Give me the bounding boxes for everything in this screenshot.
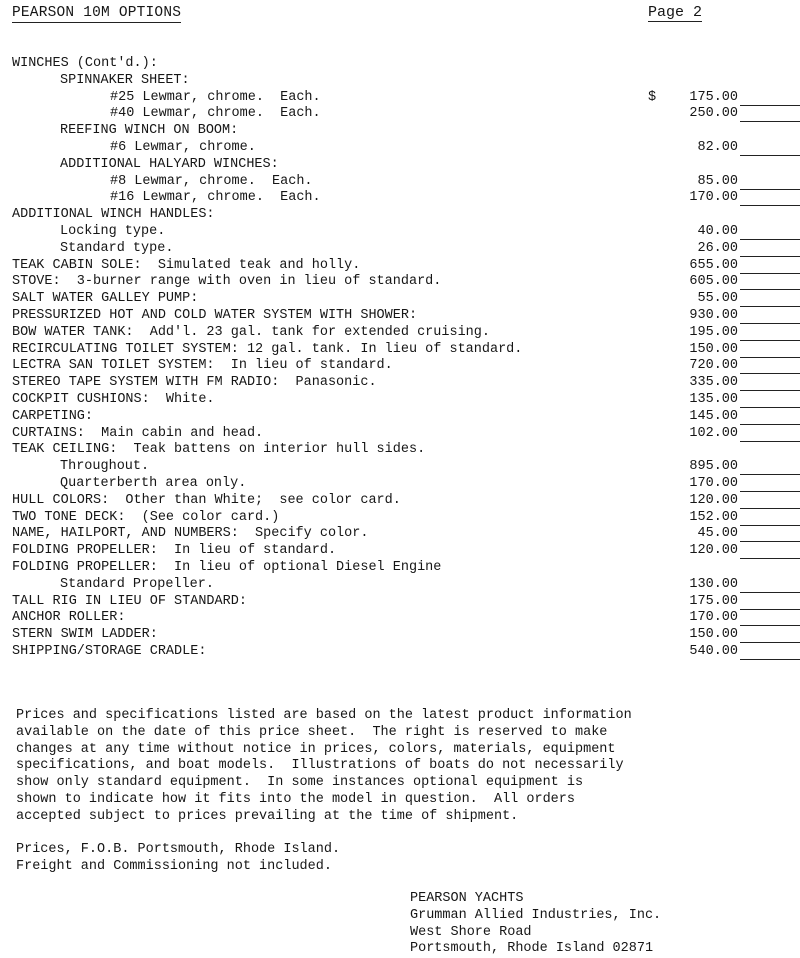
option-label: Standard Propeller.: [60, 576, 214, 592]
option-label: ADDITIONAL HALYARD WINCHES:: [60, 156, 279, 172]
option-row: [0, 90, 800, 107]
option-price: 170.00: [689, 610, 738, 626]
option-label: ANCHOR ROLLER:: [12, 610, 126, 626]
option-label: CARPETING:: [12, 408, 94, 424]
option-row: [0, 627, 800, 644]
option-row: [0, 442, 800, 459]
notice-line: shown to indicate how it fits into the model in question. All orders: [16, 791, 575, 807]
option-row: [0, 174, 800, 191]
option-label: FOLDING PROPELLER: In lieu of standard.: [12, 543, 337, 559]
page-number: Page 2: [648, 4, 703, 21]
option-label: SALT WATER GALLEY PUMP:: [12, 291, 199, 307]
option-price: 170.00: [689, 475, 738, 491]
option-price: 175.00: [689, 89, 738, 105]
option-label: Locking type.: [60, 223, 166, 239]
option-price: 170.00: [689, 190, 738, 206]
options-list: [0, 56, 800, 661]
notice-line: specifications, and boat models. Illustrations of boats do not necessarily: [16, 758, 624, 774]
option-label: #8 Lewmar, chrome. Each.: [110, 173, 313, 189]
option-price: 55.00: [697, 291, 738, 307]
address-line: Grumman Allied Industries, Inc.: [410, 907, 662, 923]
option-row: [0, 392, 800, 409]
option-label: TWO TONE DECK: (See color card.): [12, 509, 280, 525]
option-row: [0, 291, 800, 308]
option-label: Throughout.: [60, 459, 150, 475]
address-line: West Shore Road: [410, 924, 532, 940]
fob-line: Freight and Commissioning not included.: [16, 858, 332, 874]
option-row: [0, 73, 800, 90]
option-label: #25 Lewmar, chrome. Each.: [110, 89, 321, 105]
option-row: [0, 543, 800, 560]
option-row: [0, 560, 800, 577]
option-price: 120.00: [689, 492, 738, 508]
option-label: PRESSURIZED HOT AND COLD WATER SYSTEM WITH SHOWER:: [12, 307, 418, 323]
option-label: SHIPPING/STORAGE CRADLE:: [12, 643, 207, 659]
option-row: [0, 241, 800, 258]
option-label: RECIRCULATING TOILET SYSTEM: 12 gal. tank. In lieu of standard.: [12, 341, 523, 357]
option-price: 655.00: [689, 257, 738, 273]
option-row: [0, 594, 800, 611]
option-label: SPINNAKER SHEET:: [60, 72, 190, 88]
option-price: 82.00: [697, 139, 738, 155]
option-row: [0, 224, 800, 241]
option-price: 152.00: [689, 509, 738, 525]
option-price: 895.00: [689, 459, 738, 475]
option-label: #6 Lewmar, chrome.: [110, 139, 256, 155]
option-label: TEAK CABIN SOLE: Simulated teak and holly.: [12, 257, 361, 273]
option-row: [0, 610, 800, 627]
option-price: 102.00: [689, 425, 738, 441]
option-label: BOW WATER TANK: Add'l. 23 gal. tank for extended cruising.: [12, 324, 490, 340]
option-row: [0, 526, 800, 543]
option-price: 40.00: [697, 223, 738, 239]
option-label: WINCHES (Cont'd.):: [12, 56, 158, 71]
option-price: 150.00: [689, 341, 738, 357]
quantity-blank-line: [740, 659, 800, 660]
option-label: LECTRA SAN TOILET SYSTEM: In lieu of standard.: [12, 358, 393, 374]
option-label: CURTAINS: Main cabin and head.: [12, 425, 264, 441]
option-price: 605.00: [689, 274, 738, 290]
fob-note: [16, 842, 340, 876]
notice-line: show only standard equipment. In some instances optional equipment is: [16, 775, 584, 791]
option-price: 930.00: [689, 307, 738, 323]
option-row: [0, 274, 800, 291]
notice-line: changes at any time without notice in prices, colors, materials, equipment: [16, 741, 616, 757]
option-row: [0, 56, 800, 73]
option-row: [0, 358, 800, 375]
option-row: [0, 476, 800, 493]
option-row: [0, 106, 800, 123]
option-price: 195.00: [689, 324, 738, 340]
option-row: [0, 308, 800, 325]
option-row: [0, 157, 800, 174]
option-row: [0, 644, 800, 661]
option-row: [0, 409, 800, 426]
option-label: Standard type.: [60, 240, 174, 256]
option-row: [0, 459, 800, 476]
option-price: 130.00: [689, 576, 738, 592]
option-price: 175.00: [689, 593, 738, 609]
option-label: COCKPIT CUSHIONS: White.: [12, 391, 215, 407]
option-row: [0, 207, 800, 224]
option-row: [0, 258, 800, 275]
option-label: TEAK CEILING: Teak battens on interior hull sides.: [12, 442, 426, 458]
option-row: [0, 426, 800, 443]
option-label: TALL RIG IN LIEU OF STANDARD:: [12, 593, 247, 609]
option-price: 145.00: [689, 408, 738, 424]
option-price: 120.00: [689, 543, 738, 559]
option-price: 720.00: [689, 358, 738, 374]
option-row: [0, 123, 800, 140]
notice-line: accepted subject to prices prevailing at the time of shipment.: [16, 808, 519, 824]
option-label: NAME, HAILPORT, AND NUMBERS: Specify color.: [12, 526, 369, 542]
option-label: #40 Lewmar, chrome. Each.: [110, 106, 321, 122]
address-line: Portsmouth, Rhode Island 02871: [410, 941, 654, 957]
option-label: STEREO TAPE SYSTEM WITH FM RADIO: Panasonic.: [12, 375, 377, 391]
option-price: 135.00: [689, 391, 738, 407]
option-label: STERN SWIM LADDER:: [12, 627, 158, 643]
option-row: [0, 342, 800, 359]
notice-line: available on the date of this price sheet. The right is reserved to make: [16, 724, 608, 740]
option-label: ADDITIONAL WINCH HANDLES:: [12, 207, 215, 223]
option-row: [0, 577, 800, 594]
page-title: PEARSON 10M OPTIONS: [12, 5, 182, 21]
company-address: [410, 891, 661, 958]
option-price: 540.00: [689, 643, 738, 659]
currency-symbol: $: [648, 89, 657, 105]
address-line: PEARSON YACHTS: [410, 891, 524, 906]
option-label: HULL COLORS: Other than White; see color card.: [12, 492, 401, 508]
option-row: [0, 510, 800, 527]
option-price: 335.00: [689, 375, 738, 391]
option-row: [0, 190, 800, 207]
terms-notice: [16, 708, 786, 826]
option-row: [0, 140, 800, 157]
option-price: 250.00: [689, 106, 738, 122]
option-price: 150.00: [689, 627, 738, 643]
option-label: STOVE: 3-burner range with oven in lieu of standard.: [12, 274, 442, 290]
option-row: [0, 493, 800, 510]
option-label: #16 Lewmar, chrome. Each.: [110, 190, 321, 206]
option-label: FOLDING PROPELLER: In lieu of optional Diesel Engine: [12, 559, 442, 575]
option-price: 26.00: [697, 240, 738, 256]
option-label: Quarterberth area only.: [60, 475, 247, 491]
option-price: 45.00: [697, 526, 738, 542]
notice-line: Prices and specifications listed are based on the latest product information: [16, 708, 632, 723]
option-label: REEFING WINCH ON BOOM:: [60, 123, 239, 139]
option-row: [0, 325, 800, 342]
option-row: [0, 375, 800, 392]
fob-line: Prices, F.O.B. Portsmouth, Rhode Island.: [16, 842, 341, 857]
option-price: 85.00: [697, 173, 738, 189]
